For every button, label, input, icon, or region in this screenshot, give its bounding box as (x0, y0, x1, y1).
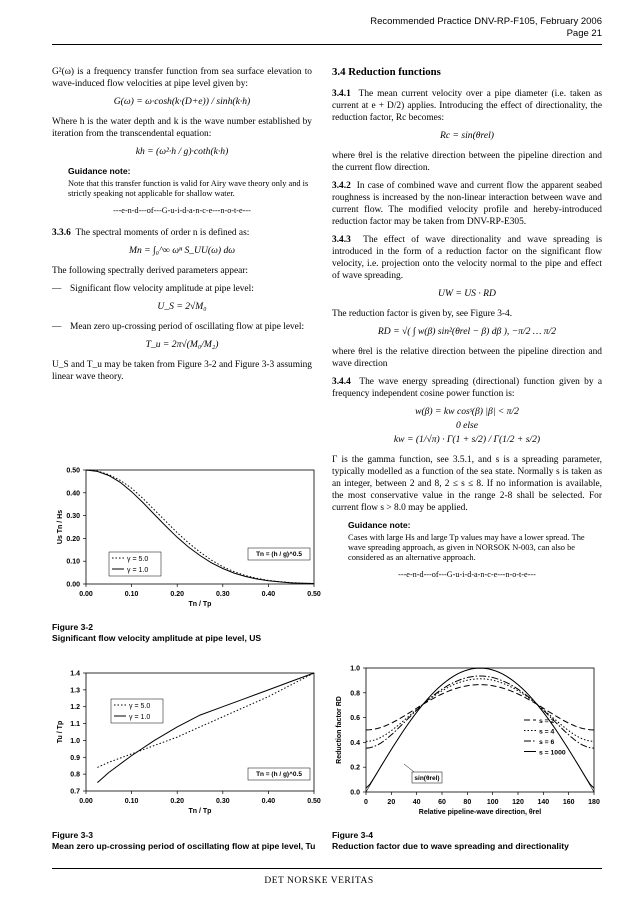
legend-label: γ = 5.0 (129, 703, 151, 710)
y-tick-label: 1.2 (70, 704, 80, 712)
x-tick-label: 60 (438, 799, 446, 806)
equation-dispersion: kh = (ω²·h / g)·coth(k·h) (135, 146, 229, 157)
x-tick-label: 180 (588, 799, 600, 806)
series-line (366, 679, 594, 742)
guidance-note-right (348, 520, 602, 563)
y-tick-label: 0.00 (66, 581, 80, 589)
equation-uw: UW = US · RD (438, 288, 496, 299)
section-text: The mean current velocity over a pipe diameter (i.e. taken as current at e + D/2) applies. Introducing the effect of directionality, the reduction factor, Rc becomes: (332, 89, 603, 123)
x-axis-label: Relative pipeline-wave direction, θrel (418, 809, 542, 816)
figure-3-2-chart (52, 462, 322, 620)
equation-tu: T_u = 2π√(M₀/M₂) (145, 339, 219, 350)
guidance-text: Note that this transfer function is valid for Airy wave theory only and is strictly speaking not applicable for shallow water. (68, 179, 309, 198)
section-3-4-4 (332, 376, 602, 400)
dash-bullet: — (52, 284, 62, 294)
section-text: The spectral moments of order n is defined as: (75, 228, 250, 238)
x-tick-label: 100 (486, 799, 499, 806)
y-tick-label: 0.8 (350, 690, 360, 698)
equation-spreading-1: w(β) = kw cosˢ(β) |β| < π/2 (415, 406, 519, 417)
series-line (366, 676, 594, 748)
guidance-title: Guidance note: (348, 520, 411, 530)
section-number: 3.4.3 (332, 235, 351, 245)
paragraph-wave-number: Where h is the water depth and k is the wave number established by iteration from the transcendental equation: (52, 117, 312, 139)
figure-3-4-chart (332, 660, 602, 826)
x-tick-label: 0.30 (215, 798, 230, 805)
section-number: 3.4.1 (332, 89, 351, 99)
x-tick-label: 0.00 (79, 591, 93, 598)
y-tick-label: 1.0 (70, 737, 80, 745)
paragraph-reduction-factor: The reduction factor is given by, see Figure 3-4. (332, 309, 513, 319)
section-number: 3.3.6 (52, 228, 71, 238)
series-line (366, 668, 594, 792)
y-tick-label: 0.4 (350, 739, 360, 747)
x-tick-label: 0.40 (261, 591, 276, 598)
section-3-4-3 (332, 234, 602, 282)
guidance-end: ---e-n-d---of---G-u-i-d-a-n-c-e---n-o-t-e--- (113, 206, 251, 215)
equation-transfer-function: G(ω) = ω·cosh(k·(D+e)) / sinh(k·h) (113, 96, 251, 107)
list-item (52, 321, 312, 333)
x-tick-label: 20 (387, 799, 396, 806)
right-column (332, 66, 602, 591)
legend-label: s = 6 (539, 739, 555, 746)
item-text: Mean zero up-crossing period of oscillating flow at pipe level: (70, 322, 305, 332)
paragraph-theta-current: where θrel is the relative direction between the pipeline direction and the current flow direction. (332, 151, 602, 173)
figure-title: Figure 3-3 (52, 830, 94, 840)
legend-label: s = 1000 (539, 749, 566, 757)
paragraph-theta-wave: where θrel is the relative direction between the pipeline direction and wave direction (332, 347, 602, 369)
y-axis-label: Reduction factor RD (336, 696, 343, 764)
header-page-number: Page 21 (566, 28, 602, 39)
section-3-3-6 (52, 227, 312, 239)
x-tick-label: 40 (412, 799, 421, 806)
legend-label: γ = 1.0 (127, 567, 149, 574)
y-tick-label: 0.6 (350, 715, 360, 723)
x-tick-label: 160 (562, 799, 575, 806)
y-axis-label: Tu / Tp (57, 720, 64, 744)
y-tick-label: 0.40 (66, 490, 80, 498)
figure-title: Figure 3-4 (332, 830, 374, 840)
y-tick-label: 1.1 (70, 721, 80, 729)
section-text: The effect of wave directionality and wave spreading is introduced in the form of a reduction factor on the significant flow velocity, i.e. projection onto the velocity normal to the pipe and effect of wave spreading. (332, 235, 603, 281)
annotation-pointer (404, 764, 414, 772)
guidance-note-left (68, 166, 312, 199)
x-tick-label: 80 (463, 799, 472, 806)
y-tick-label: 0.2 (350, 764, 360, 772)
section-heading-3-4: 3.4 Reduction functions (332, 66, 441, 78)
paragraph-gamma: Γ is the gamma function, see 3.5.1, and s is a spreading parameter, typically modelled as a function of the sea state. Normally s is taken as an integer, between 2 and 8, 2 ≤ s ≤ 8. If no information is available, the most conservative value in the range 2-8 shall be selected. For current flow s > 8.0 may be applied. (332, 455, 602, 513)
section-number: 3.4.2 (332, 181, 351, 191)
plot-frame (366, 668, 594, 792)
header-line1: Recommended Practice DNV-RP-F105, February 2006 (370, 16, 602, 27)
y-tick-label: 0.50 (66, 467, 80, 475)
x-tick-label: 0.10 (124, 798, 139, 805)
paragraph-figure-reference: U_S and T_u may be taken from Figure 3-2 and Figure 3-3 assuming linear wave theory. (52, 360, 312, 382)
equation-us: U_S = 2√M₀ (157, 301, 207, 312)
figure-3-4-caption (332, 830, 602, 851)
section-text: In case of combined wave and current flow the apparent seabed roughness is increased by the non-linear interaction between wave and current flow. The modified velocity profile and hereby-introduced reduction factor may be taken from DNV-RP-E305. (332, 181, 603, 227)
equation-spectral-moment: Mn = ∫₀^∞ ωⁿ S_UU(ω) dω (128, 245, 236, 256)
figure-caption: Reduction factor due to wave spreading and directionality (332, 840, 569, 851)
figure-caption: Mean zero up-crossing period of oscillating flow at pipe level, Tu (52, 840, 316, 851)
page-header (370, 16, 602, 40)
x-tick-label: 0.10 (124, 591, 139, 598)
legend-label: s = 2 (539, 718, 555, 725)
x-tick-label: 0.50 (307, 798, 321, 805)
figure-3-3-caption (52, 830, 322, 851)
x-tick-label: 140 (537, 799, 550, 806)
equation-rc: Rc = sin(θrel) (440, 130, 494, 141)
x-tick-label: 0.30 (215, 591, 230, 598)
item-text: Significant flow velocity amplitude at pipe level: (70, 284, 254, 294)
annotation-label: Tn = (h / g)^0.5 (256, 771, 302, 778)
y-axis-label: Us Tn / Hs (57, 509, 64, 545)
x-tick-label: 0 (364, 799, 368, 806)
figure-3-2-caption (52, 622, 322, 643)
y-tick-label: 0.7 (70, 788, 80, 796)
legend-label: s = 4 (539, 728, 555, 736)
section-text: The wave energy spreading (directional) function given by a frequency independent cosine power function is: (332, 377, 603, 399)
section-number: 3.4.4 (332, 377, 351, 387)
legend-label: γ = 1.0 (129, 714, 151, 721)
y-tick-label: 1.4 (70, 670, 80, 678)
header-rule (52, 44, 602, 45)
paragraph-transfer-function: G²(ω) is a frequency transfer function from sea surface elevation to wave-induced flow velocities at pipe level given by: (52, 67, 312, 89)
guidance-text: Cases with large Hs and large Tp values may have a lower spread. The wave spreading approach, as given in NORSOK N-003, can also be considered as an alternative approach. (348, 533, 585, 562)
series-line (366, 668, 594, 788)
figure-3-3-chart (52, 665, 322, 823)
y-tick-label: 0.20 (66, 535, 80, 543)
equation-spreading-2: 0 else (455, 420, 479, 431)
figure-title: Figure 3-2 (52, 622, 94, 632)
x-tick-label: 0.40 (261, 798, 276, 805)
annotation-label: sin(θrel) (414, 775, 440, 782)
list-item (52, 283, 312, 295)
y-tick-label: 0.30 (66, 513, 80, 521)
figure-caption: Significant flow velocity amplitude at pipe level, US (52, 632, 262, 643)
left-column (52, 66, 312, 389)
guidance-title: Guidance note: (68, 166, 131, 176)
x-tick-label: 0.00 (79, 798, 93, 805)
y-tick-label: 0.8 (70, 771, 80, 779)
x-tick-label: 0.50 (307, 591, 321, 598)
x-tick-label: 0.20 (170, 591, 185, 598)
x-tick-label: 120 (512, 799, 524, 806)
x-tick-label: 0.20 (170, 798, 185, 805)
y-tick-label: 0.10 (66, 558, 80, 566)
legend-label: γ = 5.0 (127, 556, 149, 563)
equation-rd: RD = √( ∫ w(β) sin²(θrel − β) dβ ), −π/2 … π/2 (377, 326, 557, 337)
guidance-end: ---e-n-d---of---G-u-i-d-a-n-c-e---n-o-t-e--- (398, 570, 536, 579)
x-axis-label: Tn / Tp (188, 808, 212, 815)
y-tick-label: 0.9 (70, 754, 80, 762)
annotation-label: Tn = (h / g)^0.5 (256, 551, 302, 558)
section-3-4-2 (332, 180, 602, 228)
y-tick-label: 1.0 (350, 665, 360, 673)
x-axis-label: Tn / Tp (188, 601, 212, 608)
footer-rule (52, 868, 602, 869)
y-tick-label: 1.3 (70, 687, 80, 695)
equation-kw: kw = (1/√π) · Γ(1 + s/2) / Γ(1/2 + s/2) (393, 434, 541, 445)
y-tick-label: 0.0 (350, 789, 360, 797)
page-footer: DET NORSKE VERITAS (264, 876, 374, 886)
paragraph-parameters: The following spectrally derived parameters appear: (52, 266, 249, 276)
dash-bullet: — (52, 322, 62, 332)
section-3-4-1 (332, 88, 602, 124)
